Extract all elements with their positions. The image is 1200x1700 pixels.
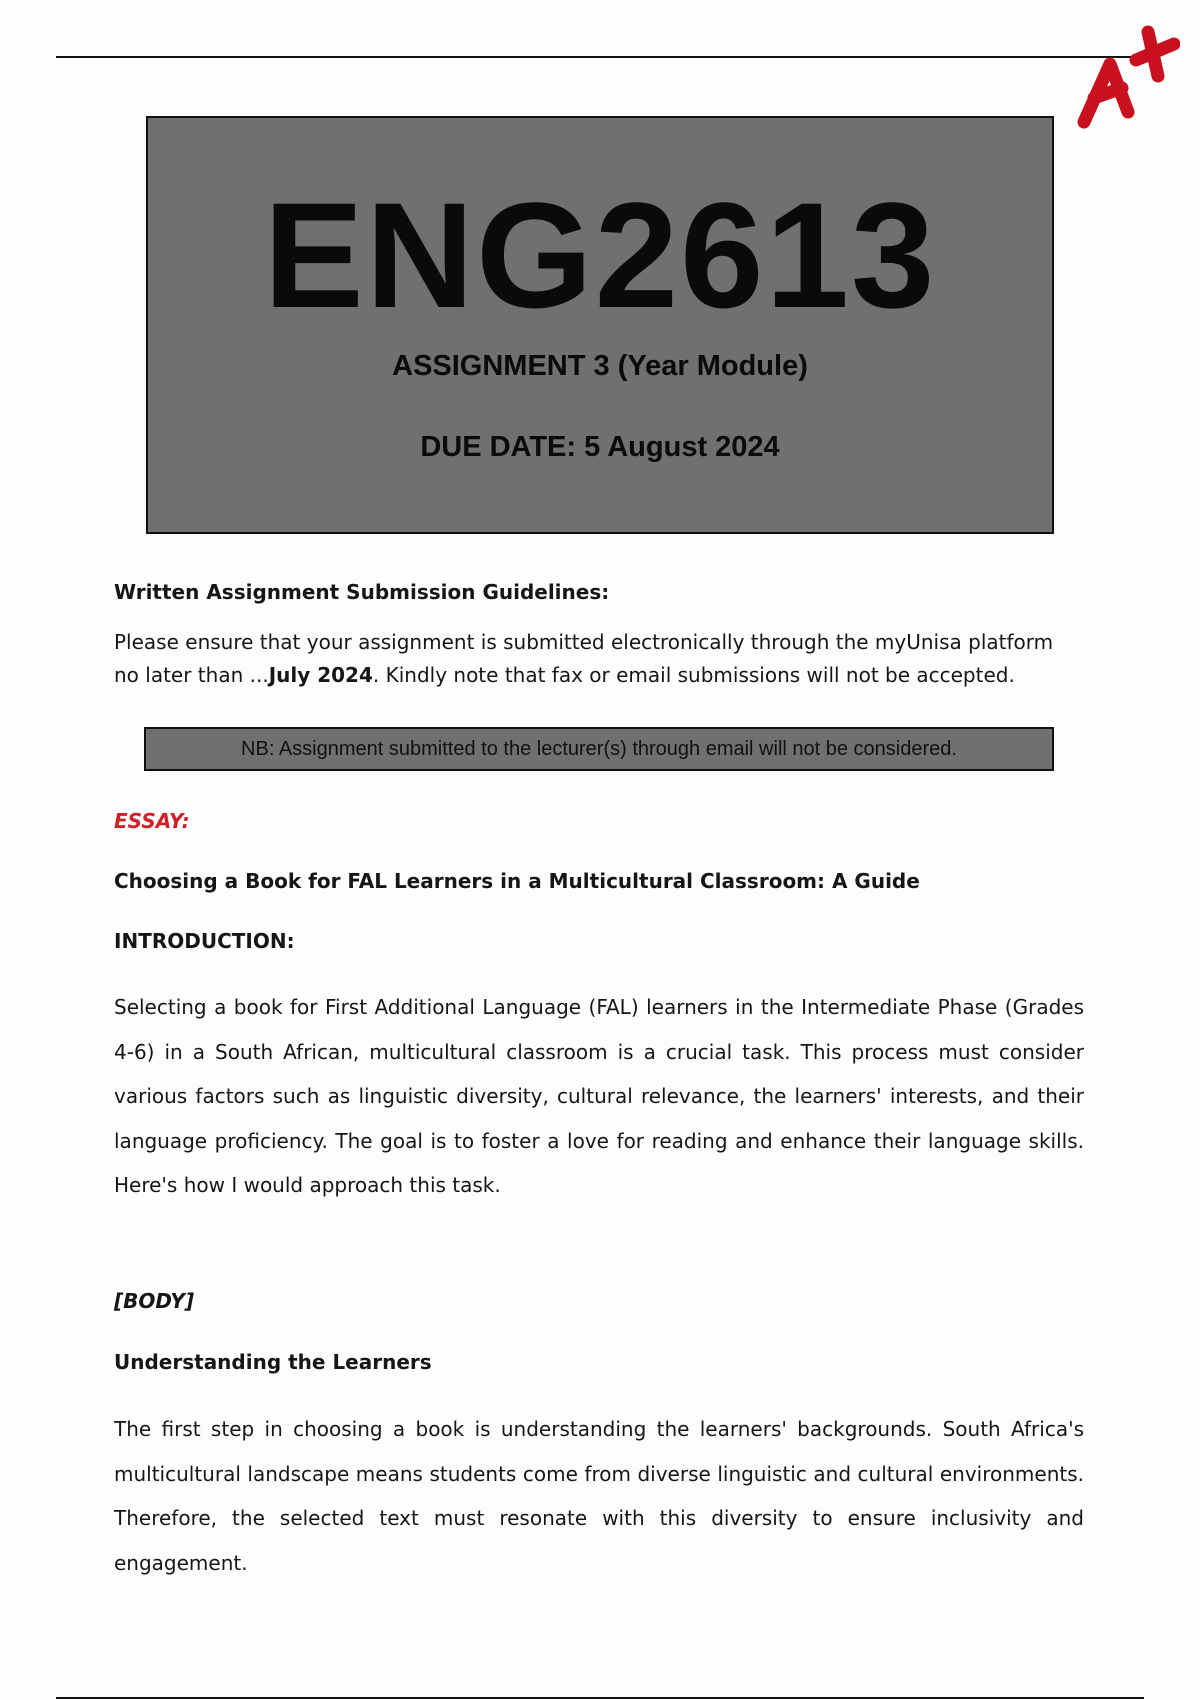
essay-label: ESSAY:	[114, 809, 190, 833]
due-date: DUE DATE: 5 August 2024	[420, 431, 780, 463]
section-paragraph: The first step in choosing a book is understanding the learners' backgrounds. South Africa's multicultural landscape means students come from diverse linguistic and cultural environments. Therefore, the selected text must resonate with this diversity to ensure inclusivity and engagement.	[114, 1417, 1084, 1575]
guidelines-body	[114, 626, 1084, 692]
guidelines-body-part1: Please ensure that your assignment is submitted electronically through the myUnisa platform no later than ...	[114, 630, 1054, 687]
grade-mark-icon	[1070, 24, 1180, 144]
guidelines-deadline: July 2024	[268, 663, 373, 687]
guidelines-heading: Written Assignment Submission Guidelines:	[114, 580, 610, 604]
guidelines-body-part2: . Kindly note that fax or email submissions will not be accepted.	[372, 663, 1015, 687]
course-code: ENG2613	[263, 171, 937, 339]
essay-title: Choosing a Book for FAL Learners in a Multicultural Classroom: A Guide	[114, 869, 920, 893]
introduction-paragraph: Selecting a book for First Additional Language (FAL) learners in the Intermediate Phase (Grades 4-6) in a South African, multicultural classroom is a crucial task. This process must consider various factors such as linguistic diversity, cultural relevance, the learners' interests, and their language proficiency. The goal is to foster a love for reading and enhance their language skills. Here's how I would approach this task.	[114, 995, 1084, 1197]
assignment-title: ASSIGNMENT 3 (Year Module)	[392, 350, 808, 382]
title-box	[146, 116, 1054, 534]
bottom-rule	[56, 1697, 1144, 1699]
body-label: [BODY]	[114, 1289, 195, 1313]
section-heading: Understanding the Learners	[114, 1350, 432, 1374]
top-rule	[56, 56, 1144, 58]
introduction-heading: INTRODUCTION:	[114, 929, 295, 953]
notice-box: NB: Assignment submitted to the lecturer(s) through email will not be considered.	[144, 727, 1054, 771]
